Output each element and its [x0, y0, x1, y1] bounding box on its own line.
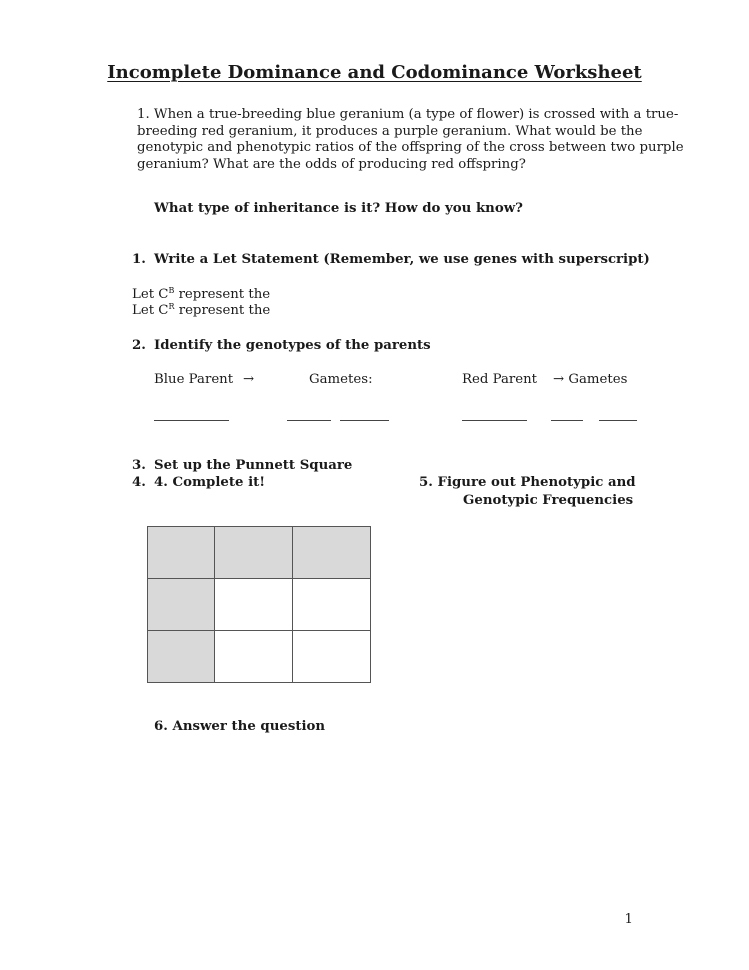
- step-label: Write a Let Statement (Remember, we use genes with superscript): [154, 252, 650, 267]
- page-number: 1: [624, 912, 633, 927]
- superscript-r: R: [168, 302, 175, 311]
- punnett-square: [147, 526, 371, 683]
- punnett-header-cell[interactable]: [293, 527, 371, 579]
- question-1-line: genotypic and phenotypic ratios of the offspring of the cross between two purple: [137, 140, 684, 155]
- step-label: 4. Complete it!: [154, 475, 266, 490]
- gametes-label-1: Gametes:: [309, 372, 373, 387]
- question-1-line: breeding red geranium, it produces a purple geranium. What would be the: [137, 123, 643, 139]
- punnett-cell[interactable]: [293, 579, 371, 631]
- let-statement-2: Let $C^R$ represent the: [132, 302, 271, 318]
- step-2: [132, 338, 431, 353]
- step-3: [132, 458, 352, 473]
- red-parent-blank[interactable]: [462, 420, 527, 421]
- let-statement-1: Let $C^B$ represent the: [132, 286, 271, 302]
- step-number: 1.: [132, 252, 146, 267]
- step-4: [132, 475, 265, 490]
- gametes-label-2: → Gametes: [553, 372, 628, 387]
- arrow-right-icon: →: [243, 372, 255, 387]
- question-1-line: geranium? What are the odds of producing red offspring?: [137, 156, 526, 172]
- blue-parent-label: Blue Parent: [154, 372, 234, 387]
- question-1-text: [137, 107, 684, 173]
- step-number: 2.: [132, 338, 146, 353]
- punnett-header-cell[interactable]: [148, 579, 215, 631]
- punnett-header-cell[interactable]: [215, 527, 293, 579]
- red-gamete-blank-2[interactable]: [599, 420, 637, 421]
- superscript-b: B: [168, 286, 175, 295]
- page-title: Incomplete Dominance and Codominance Worksheet: [107, 62, 642, 83]
- question-1-line: 1. When a true-breeding blue geranium (a type of flower) is crossed with a true-: [137, 107, 679, 122]
- step-1: [132, 252, 650, 267]
- punnett-cell[interactable]: [215, 579, 293, 631]
- blue-parent-blank[interactable]: [154, 420, 229, 421]
- step-number: 3.: [132, 458, 146, 473]
- step-6: 6. Answer the question: [154, 719, 326, 734]
- punnett-corner-cell: [148, 527, 215, 579]
- step-label: Identify the genotypes of the parents: [154, 338, 431, 353]
- step-5-line-1: 5. Figure out Phenotypic and: [419, 475, 636, 490]
- step-number: 4.: [132, 475, 146, 490]
- blue-gamete-blank-1[interactable]: [287, 420, 331, 421]
- inheritance-prompt: What type of inheritance is it? How do you know?: [154, 201, 523, 216]
- red-gamete-blank-1[interactable]: [551, 420, 583, 421]
- step-label: Set up the Punnett Square: [154, 458, 353, 473]
- red-parent-label: Red Parent: [462, 372, 538, 387]
- punnett-cell[interactable]: [293, 631, 371, 683]
- step-5-line-2: Genotypic Frequencies: [463, 493, 634, 508]
- punnett-cell[interactable]: [215, 631, 293, 683]
- blue-gamete-blank-2[interactable]: [340, 420, 389, 421]
- punnett-header-cell[interactable]: [148, 631, 215, 683]
